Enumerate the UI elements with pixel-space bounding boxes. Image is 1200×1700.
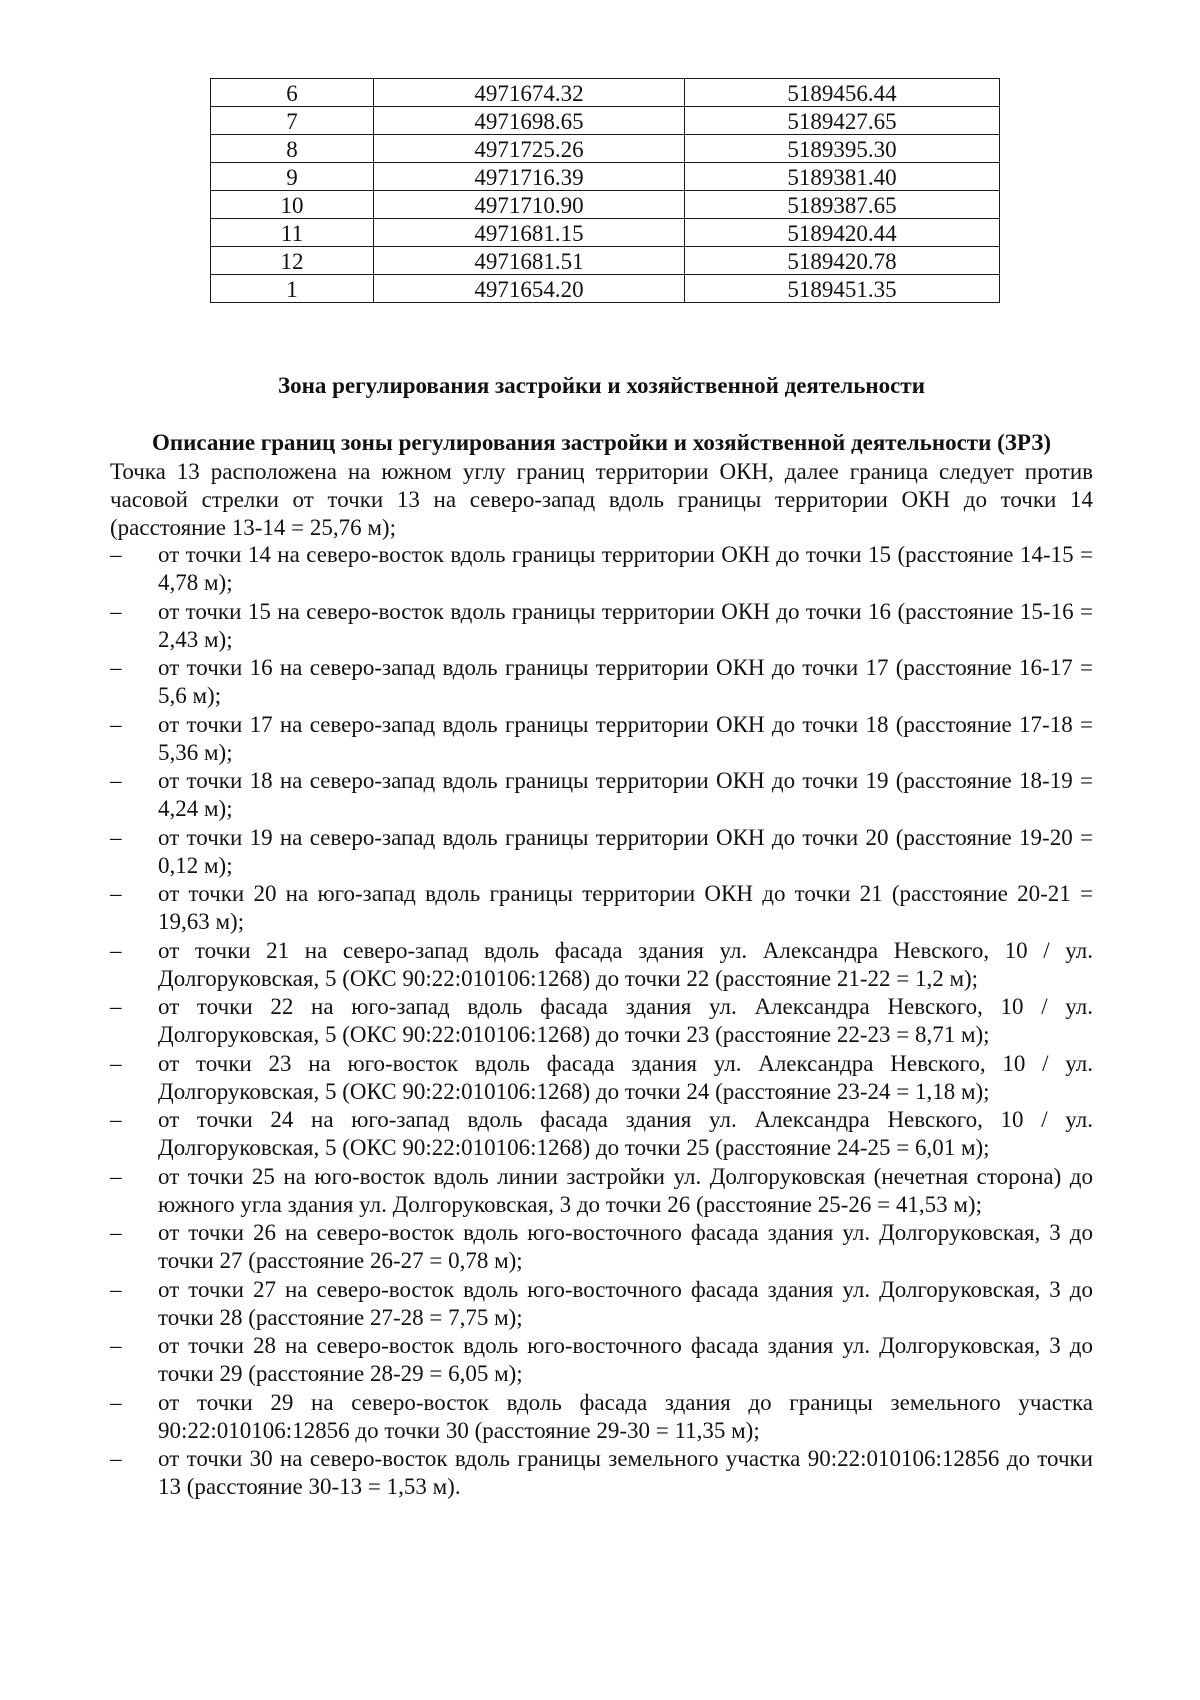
list-item (110, 880, 1093, 936)
list-item (110, 598, 1093, 654)
dash-marker: – (110, 994, 122, 1019)
list-item-text: от точки 19 на северо-запад вдоль границы территории ОКН до точки 20 (расстояние 19-20 = 0,12 м); (158, 824, 1093, 878)
list-item-text: от точки 15 на северо-восток вдоль границы территории ОКН до точки 16 (расстояние 15-16 = 2,43 м); (158, 598, 1093, 652)
x-coordinate-cell: 4971716.39 (374, 163, 685, 191)
list-item (110, 1163, 1093, 1219)
list-item-text: от точки 23 на юго-восток вдоль фасада здания ул. Александра Невского, 10 / ул. Долгоруковская, 5 (ОКС 90:22:010106:1268) до точки 24 (расстояние 23-24 = 1,18 м); (158, 1050, 1093, 1104)
intro-paragraph: Точка 13 расположена на южном углу границ территории ОКН, далее граница следует против часовой стрелки от точки 13 на северо-запад вдоль границы территории ОКН до точки 14 (расстояние 13-14 = 25,76 м); (110, 459, 1093, 540)
dash-marker: – (110, 1220, 122, 1245)
table-row (211, 79, 1000, 107)
dash-marker: – (110, 1107, 122, 1132)
point-number-cell: 7 (211, 107, 374, 135)
list-item (110, 1276, 1093, 1332)
list-item-text: от точки 26 на северо-восток вдоль юго-восточного фасада здания ул. Долгоруковская, 3 до точки 27 (расстояние 26-27 = 0,78 м); (158, 1220, 1093, 1273)
y-coordinate-cell: 5189456.44 (685, 79, 1000, 107)
dash-marker: – (110, 1333, 122, 1358)
list-item (110, 1219, 1093, 1275)
table-row (211, 135, 1000, 163)
table-row (211, 107, 1000, 135)
list-item-text: от точки 28 на северо-восток вдоль юго-восточного фасада здания ул. Долгоруковская, 3 до точки 29 (расстояние 28-29 = 6,05 м); (158, 1333, 1093, 1386)
dash-marker: – (110, 881, 122, 906)
x-coordinate-cell: 4971654.20 (374, 275, 685, 303)
table-row (211, 275, 1000, 303)
point-number-cell: 12 (211, 247, 374, 275)
list-item-text: от точки 27 на северо-восток вдоль юго-восточного фасада здания ул. Долгоруковская, 3 до точки 28 (расстояние 27-28 = 7,75 м); (158, 1276, 1093, 1330)
dash-marker: – (110, 1163, 122, 1189)
list-item (110, 824, 1093, 880)
list-item-text: от точки 21 на северо-запад вдоль фасада здания ул. Александра Невского, 10 / ул. Долгоруковская, 5 (ОКС 90:22:010106:1268) до точки 22 (расстояние 21-22 = 1,2 м); (158, 937, 1093, 991)
dash-marker: – (110, 1389, 122, 1415)
description-title: Описание границ зоны регулирования застройки и хозяйственной деятельности (ЗРЗ) (151, 430, 1052, 455)
dash-marker: – (110, 598, 122, 624)
y-coordinate-cell: 5189451.35 (685, 275, 1000, 303)
list-item-text: от точки 18 на северо-запад вдоль границы территории ОКН до точки 19 (расстояние 18-19 = 4,24 м); (158, 768, 1093, 821)
list-item-text: от точки 17 на северо-запад вдоль границы территории ОКН до точки 18 (расстояние 17-18 = 5,36 м); (158, 711, 1093, 765)
list-item (110, 654, 1093, 710)
list-item (110, 1106, 1093, 1162)
list-item (110, 541, 1093, 597)
boundary-list (110, 541, 1093, 1502)
point-number-cell: 8 (211, 135, 374, 163)
dash-marker: – (110, 1446, 122, 1471)
dash-marker: – (110, 655, 122, 680)
y-coordinate-cell: 5189420.44 (685, 219, 1000, 247)
list-item (110, 937, 1093, 993)
list-item-text: от точки 30 на северо-восток вдоль границы земельного участка 90:22:010106:12856 до точки 13 (расстояние 30-13 = 1,53 м). (158, 1446, 1093, 1499)
table-row (211, 191, 1000, 219)
list-item (110, 1445, 1093, 1501)
y-coordinate-cell: 5189427.65 (685, 107, 1000, 135)
dash-marker: – (110, 937, 122, 963)
dash-marker: – (110, 1050, 122, 1076)
y-coordinate-cell: 5189387.65 (685, 191, 1000, 219)
x-coordinate-cell: 4971725.26 (374, 135, 685, 163)
dash-marker: – (110, 711, 122, 737)
dash-marker: – (110, 768, 122, 793)
list-item (110, 993, 1093, 1049)
table-row (211, 163, 1000, 191)
point-number-cell: 10 (211, 191, 374, 219)
dash-marker: – (110, 542, 122, 567)
y-coordinate-cell: 5189381.40 (685, 163, 1000, 191)
coordinates-table (210, 78, 1000, 303)
list-item (110, 1332, 1093, 1388)
table-row (211, 219, 1000, 247)
point-number-cell: 1 (211, 275, 374, 303)
point-number-cell: 11 (211, 219, 374, 247)
point-number-cell: 9 (211, 163, 374, 191)
x-coordinate-cell: 4971681.51 (374, 247, 685, 275)
x-coordinate-cell: 4971674.32 (374, 79, 685, 107)
list-item (110, 711, 1093, 767)
list-item-text: от точки 25 на юго-восток вдоль линии застройки ул. Долгоруковская (нечетная сторона) до южного угла здания ул. Долгоруковская, 3 до точки 26 (расстояние 25-26 = 41,53 м); (158, 1163, 1093, 1217)
coordinates-table-body (211, 79, 1000, 303)
list-item (110, 1389, 1093, 1445)
list-item (110, 767, 1093, 823)
list-item-text: от точки 24 на юго-запад вдоль фасада здания ул. Александра Невского, 10 / ул. Долгоруковская, 5 (ОКС 90:22:010106:1268) до точки 25 (расстояние 24-25 = 6,01 м); (158, 1107, 1093, 1160)
list-item-text: от точки 29 на северо-восток вдоль фасада здания до границы земельного участка 90:22:010106:12856 до точки 30 (расстояние 29-30 = 11,35 м); (158, 1389, 1093, 1443)
x-coordinate-cell: 4971710.90 (374, 191, 685, 219)
list-item-text: от точки 14 на северо-восток вдоль границы территории ОКН до точки 15 (расстояние 14-15 = 4,78 м); (158, 542, 1093, 595)
list-item (110, 1050, 1093, 1106)
list-item-text: от точки 16 на северо-запад вдоль границы территории ОКН до точки 17 (расстояние 16-17 = 5,6 м); (158, 655, 1093, 708)
point-number-cell: 6 (211, 79, 374, 107)
y-coordinate-cell: 5189420.78 (685, 247, 1000, 275)
list-item-text: от точки 20 на юго-запад вдоль границы территории ОКН до точки 21 (расстояние 20-21 = 19,63 м); (158, 881, 1093, 934)
dash-marker: – (110, 824, 122, 850)
dash-marker: – (110, 1276, 122, 1302)
list-item-text: от точки 22 на юго-запад вдоль фасада здания ул. Александра Невского, 10 / ул. Долгоруковская, 5 (ОКС 90:22:010106:1268) до точки 23 (расстояние 22-23 = 8,71 м); (158, 994, 1093, 1047)
x-coordinate-cell: 4971698.65 (374, 107, 685, 135)
x-coordinate-cell: 4971681.15 (374, 219, 685, 247)
table-row (211, 247, 1000, 275)
y-coordinate-cell: 5189395.30 (685, 135, 1000, 163)
zone-title: Зона регулирования застройки и хозяйственной деятельности (278, 373, 925, 398)
